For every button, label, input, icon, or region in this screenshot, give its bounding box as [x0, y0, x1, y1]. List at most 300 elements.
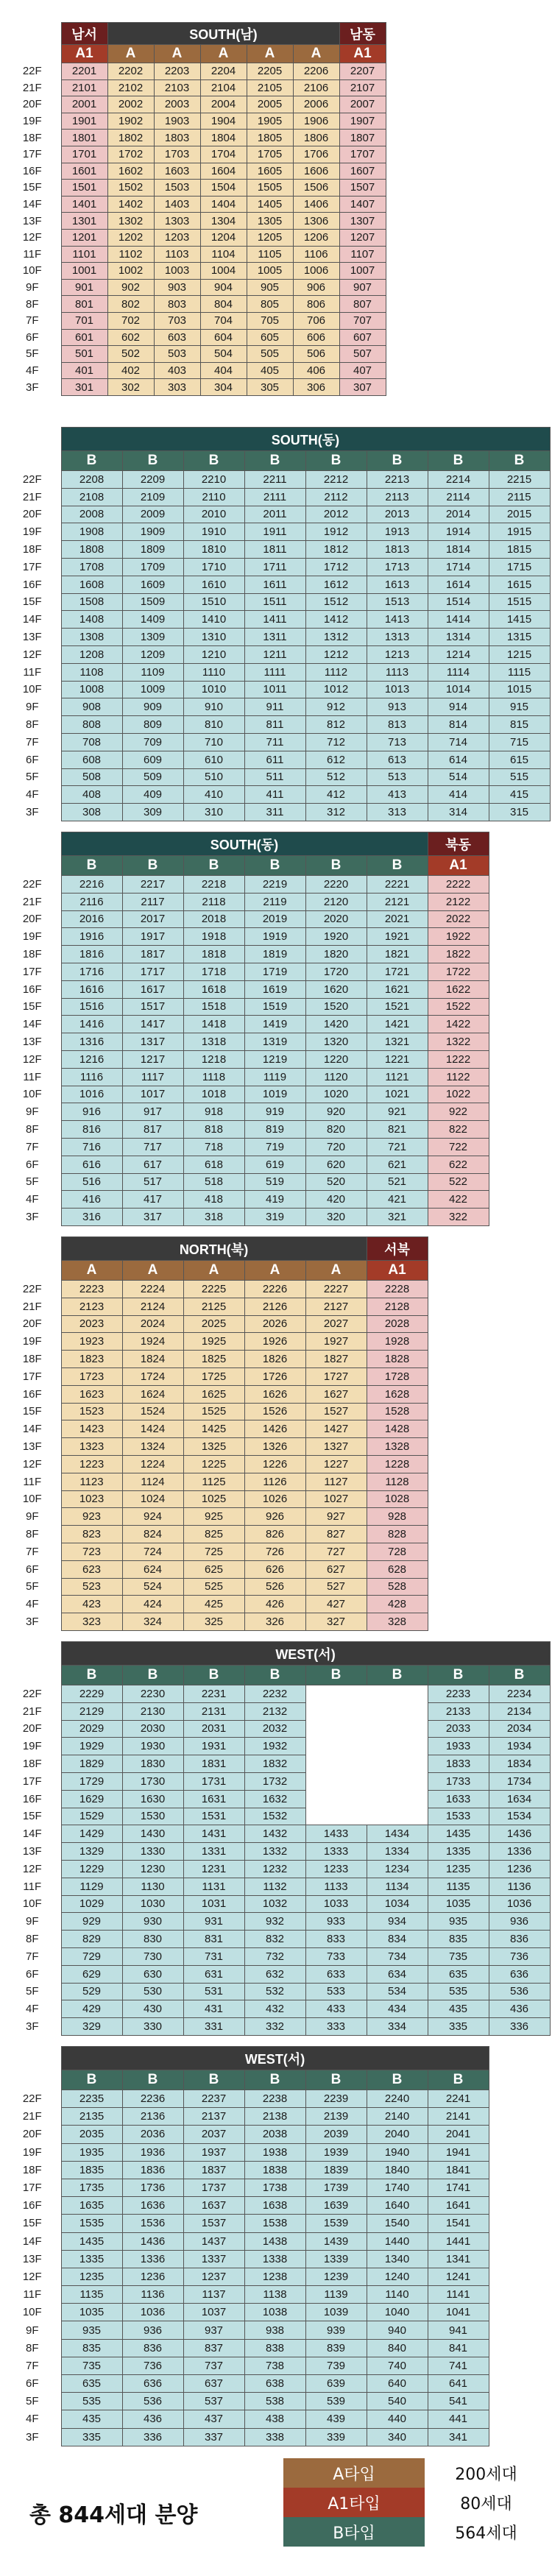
unit-number-cell: 713	[367, 733, 428, 751]
unit-number-cell: 1217	[122, 1050, 183, 1068]
corner-cell	[4, 2070, 61, 2090]
unit-number-cell: 1228	[367, 1455, 428, 1473]
floor-row	[4, 1878, 550, 1895]
unit-number-cell: 1905	[247, 113, 293, 130]
unit-number-cell: 639	[305, 2375, 367, 2393]
unit-type-header: A	[183, 1261, 244, 1281]
unit-number-cell: 2129	[61, 1702, 122, 1720]
unit-number-cell: 1117	[122, 1068, 183, 1086]
legend-count-a: 200세대	[455, 2465, 517, 2484]
unit-number-cell: 1320	[305, 1033, 367, 1051]
unit-type-header: B	[61, 1666, 122, 1685]
unit-number-cell: 520	[305, 1173, 367, 1191]
unit-number-cell: 1325	[183, 1438, 244, 1456]
floor-row	[4, 471, 550, 489]
unit-number-cell: 1128	[367, 1473, 428, 1490]
unit-number-cell: 1124	[122, 1473, 183, 1490]
floor-row	[4, 1403, 428, 1420]
floor-label: 21F	[4, 893, 61, 910]
unit-number-cell: 835	[428, 1931, 489, 1948]
unit-number-cell: 2202	[107, 63, 154, 80]
floor-row	[4, 1086, 489, 1103]
unit-number-cell: 1519	[244, 998, 305, 1016]
unit-number-cell: 2227	[305, 1281, 367, 1298]
unit-number-cell: 1522	[428, 998, 489, 1016]
unit-type-header: A1	[339, 45, 386, 63]
unit-number-cell: 1005	[247, 263, 293, 280]
floor-label: 8F	[4, 1526, 61, 1543]
floor-row	[4, 2000, 550, 2018]
unit-number-cell: 627	[305, 1560, 367, 1578]
unit-number-cell: 1421	[367, 1016, 428, 1033]
floor-row	[4, 1191, 489, 1209]
unit-number-cell: 1431	[183, 1825, 244, 1843]
unit-number-cell: 407	[339, 362, 386, 379]
unit-number-cell: 1832	[244, 1755, 305, 1773]
unit-number-cell: 641	[428, 2375, 489, 2393]
unit-number-cell: 2010	[183, 506, 244, 523]
floor-row	[4, 2108, 489, 2126]
unit-number-cell: 321	[367, 1209, 428, 1226]
unit-number-cell: 428	[367, 1596, 428, 1613]
unit-number-cell: 1512	[305, 593, 367, 611]
unit-number-cell: 2223	[61, 1281, 122, 1298]
unit-number-cell: 1725	[183, 1367, 244, 1385]
floor-row	[4, 2268, 489, 2285]
unit-number-cell: 2106	[293, 79, 339, 96]
floor-label: 12F	[4, 645, 61, 663]
unit-number-cell: 722	[428, 1138, 489, 1156]
unit-number-cell: 1216	[61, 1050, 122, 1068]
unit-number-cell: 406	[293, 362, 339, 379]
floor-row	[4, 2250, 489, 2268]
floor-row	[4, 1931, 550, 1948]
unit-number-cell: 1017	[122, 1086, 183, 1103]
unit-number-cell: 335	[428, 2018, 489, 2036]
empty-unit-cell	[305, 1772, 367, 1790]
unit-number-cell: 911	[244, 698, 305, 716]
floor-label: 19F	[4, 928, 61, 946]
unit-number-cell: 821	[367, 1121, 428, 1139]
unit-number-cell: 941	[428, 2321, 489, 2339]
unit-number-cell: 1401	[61, 196, 107, 213]
unit-number-cell: 2024	[122, 1315, 183, 1333]
unit-number-cell: 1708	[61, 558, 122, 576]
unit-section-table	[4, 427, 551, 821]
unit-number-cell: 640	[367, 2375, 428, 2393]
unit-type-header: B	[61, 2070, 122, 2090]
unit-number-cell: 1709	[122, 558, 183, 576]
floor-label: 16F	[4, 1385, 61, 1403]
unit-number-cell: 1223	[61, 1455, 122, 1473]
unit-number-cell: 2038	[244, 2126, 305, 2143]
unit-number-cell: 1628	[367, 1385, 428, 1403]
unit-number-cell: 1441	[428, 2232, 489, 2250]
unit-number-cell: 436	[122, 2410, 183, 2428]
floor-row	[4, 1808, 550, 1825]
unit-number-cell: 1306	[293, 213, 339, 230]
unit-number-cell: 1234	[367, 1860, 428, 1878]
unit-number-cell: 1502	[107, 180, 154, 197]
floor-row	[4, 1790, 550, 1808]
unit-number-cell: 1003	[154, 263, 200, 280]
unit-number-cell: 904	[200, 279, 247, 296]
unit-type-header: B	[122, 2070, 183, 2090]
unit-number-cell: 1931	[183, 1738, 244, 1755]
floor-label: 5F	[4, 2393, 61, 2410]
unit-number-cell: 2115	[489, 488, 550, 506]
unit-number-cell: 335	[61, 2428, 122, 2446]
unit-number-cell: 1227	[305, 1455, 367, 1473]
unit-number-cell: 612	[305, 751, 367, 768]
unit-number-cell: 2022	[428, 910, 489, 928]
unit-number-cell: 509	[122, 768, 183, 786]
unit-number-cell: 2118	[183, 893, 244, 910]
unit-number-cell: 921	[367, 1103, 428, 1121]
floor-label: 15F	[4, 2215, 61, 2232]
unit-number-cell: 2217	[122, 876, 183, 894]
unit-number-cell: 637	[183, 2375, 244, 2393]
floor-label: 10F	[4, 1490, 61, 1508]
unit-number-cell: 1313	[367, 629, 428, 646]
unit-number-cell: 2012	[305, 506, 367, 523]
corner-cell	[4, 428, 61, 451]
floor-row	[4, 196, 386, 213]
unit-number-cell: 914	[428, 698, 489, 716]
unit-number-cell: 430	[122, 2000, 183, 2018]
unit-number-cell: 1413	[367, 611, 428, 629]
unit-number-cell: 1240	[367, 2268, 428, 2285]
unit-number-cell: 733	[305, 1947, 367, 1965]
unit-number-cell: 1916	[61, 928, 122, 946]
unit-number-cell: 740	[367, 2357, 428, 2374]
unit-number-cell: 1517	[122, 998, 183, 1016]
unit-number-cell: 1935	[61, 2143, 122, 2161]
unit-number-cell: 926	[244, 1508, 305, 1526]
unit-number-cell: 922	[428, 1103, 489, 1121]
unit-number-cell: 611	[244, 751, 305, 768]
unit-number-cell: 1618	[183, 980, 244, 998]
unit-number-cell: 2125	[183, 1298, 244, 1315]
unit-number-cell: 1603	[154, 163, 200, 180]
floor-row	[4, 1016, 489, 1033]
floor-label: 16F	[4, 163, 61, 180]
unit-number-cell: 1827	[305, 1351, 367, 1368]
floor-row	[4, 1138, 489, 1156]
unit-number-cell: 2028	[367, 1315, 428, 1333]
unit-number-cell: 1429	[61, 1825, 122, 1843]
unit-number-cell: 1908	[61, 523, 122, 541]
unit-number-cell: 1632	[244, 1790, 305, 1808]
unit-number-cell: 827	[305, 1526, 367, 1543]
unit-number-cell: 928	[367, 1508, 428, 1526]
unit-number-cell: 1813	[367, 541, 428, 559]
unit-number-cell: 1012	[305, 681, 367, 698]
unit-number-cell: 808	[61, 716, 122, 734]
floor-row	[4, 645, 550, 663]
floor-label: 14F	[4, 1016, 61, 1033]
unit-number-cell: 2207	[339, 63, 386, 80]
unit-number-cell: 408	[61, 786, 122, 804]
unit-number-cell: 1205	[247, 229, 293, 246]
unit-type-row	[4, 451, 550, 471]
unit-number-cell: 2107	[339, 79, 386, 96]
unit-number-cell: 636	[489, 1965, 550, 1983]
unit-number-cell: 936	[489, 1913, 550, 1931]
unit-number-cell: 931	[183, 1913, 244, 1931]
unit-number-cell: 1901	[61, 113, 107, 130]
unit-number-cell: 815	[489, 716, 550, 734]
floor-label: 20F	[4, 1315, 61, 1333]
unit-number-cell: 2023	[61, 1315, 122, 1333]
unit-number-cell: 1740	[367, 2179, 428, 2196]
unit-number-cell: 1415	[489, 611, 550, 629]
unit-number-cell: 1221	[367, 1050, 428, 1068]
unit-number-cell: 1635	[61, 2197, 122, 2215]
unit-number-cell: 920	[305, 1103, 367, 1121]
unit-number-cell: 1523	[61, 1403, 122, 1420]
unit-number-cell: 1730	[122, 1772, 183, 1790]
unit-number-cell: 1824	[122, 1351, 183, 1368]
unit-number-cell: 1327	[305, 1438, 367, 1456]
unit-number-cell: 332	[244, 2018, 305, 2036]
unit-number-cell: 1025	[183, 1490, 244, 1508]
unit-number-cell: 718	[183, 1138, 244, 1156]
unit-type-row	[4, 1261, 428, 1281]
empty-unit-cell	[367, 1702, 428, 1720]
unit-number-cell: 2109	[122, 488, 183, 506]
unit-number-cell: 1530	[122, 1808, 183, 1825]
unit-number-cell: 1733	[428, 1772, 489, 1790]
unit-number-cell: 510	[183, 768, 244, 786]
unit-number-cell: 1403	[154, 196, 200, 213]
unit-number-cell: 1310	[183, 629, 244, 646]
floor-row	[4, 2375, 489, 2393]
floor-row	[4, 1050, 489, 1068]
unit-number-cell: 1236	[122, 2268, 183, 2285]
unit-number-cell: 715	[489, 733, 550, 751]
unit-number-cell: 825	[183, 1526, 244, 1543]
unit-number-cell: 319	[244, 1209, 305, 1226]
unit-number-cell: 1913	[367, 523, 428, 541]
floor-row	[4, 1596, 428, 1613]
unit-number-cell: 902	[107, 279, 154, 296]
unit-number-cell: 841	[428, 2339, 489, 2357]
legend-table	[283, 2458, 548, 2547]
floor-label: 14F	[4, 611, 61, 629]
unit-number-cell: 1513	[367, 593, 428, 611]
unit-number-cell: 1316	[61, 1033, 122, 1051]
unit-number-cell: 1804	[200, 130, 247, 146]
floor-row	[4, 1685, 550, 1703]
unit-number-cell: 336	[489, 2018, 550, 2036]
unit-number-cell: 1606	[293, 163, 339, 180]
unit-number-cell: 625	[183, 1560, 244, 1578]
unit-number-cell: 906	[293, 279, 339, 296]
unit-number-cell: 1607	[339, 163, 386, 180]
floor-label: 4F	[4, 2000, 61, 2018]
unit-number-cell: 1326	[244, 1438, 305, 1456]
unit-number-cell: 436	[489, 2000, 550, 2018]
unit-number-cell: 535	[428, 1983, 489, 2000]
unit-number-cell: 1034	[367, 1895, 428, 1913]
unit-type-header: A	[107, 45, 154, 63]
floor-row	[4, 1420, 428, 1438]
unit-number-cell: 2008	[61, 506, 122, 523]
floor-row	[4, 130, 386, 146]
unit-number-cell: 1309	[122, 629, 183, 646]
unit-number-cell: 1938	[244, 2143, 305, 2161]
unit-number-cell: 1211	[244, 645, 305, 663]
unit-number-cell: 1115	[489, 663, 550, 681]
unit-number-cell: 427	[305, 1596, 367, 1613]
floor-row	[4, 2090, 489, 2108]
unit-number-cell: 2029	[61, 1720, 122, 1738]
unit-number-cell: 1817	[122, 946, 183, 963]
unit-number-cell: 2130	[122, 1702, 183, 1720]
unit-number-cell: 1840	[367, 2161, 428, 2179]
unit-number-cell: 710	[183, 733, 244, 751]
unit-number-cell: 934	[367, 1913, 428, 1931]
floor-label: 22F	[4, 1281, 61, 1298]
unit-number-cell: 1419	[244, 1016, 305, 1033]
unit-number-cell: 835	[61, 2339, 122, 2357]
floor-row	[4, 1843, 550, 1861]
floor-label: 8F	[4, 1121, 61, 1139]
unit-number-cell: 419	[244, 1191, 305, 1209]
unit-number-cell: 1335	[61, 2250, 122, 2268]
floor-row	[4, 558, 550, 576]
unit-number-cell: 1023	[61, 1490, 122, 1508]
unit-number-cell: 702	[107, 312, 154, 329]
unit-number-cell: 310	[183, 804, 244, 821]
floor-label: 10F	[4, 1086, 61, 1103]
unit-type-header: A	[200, 45, 247, 63]
floor-label: 21F	[4, 1298, 61, 1315]
floor-label: 21F	[4, 488, 61, 506]
unit-number-cell: 1108	[61, 663, 122, 681]
unit-number-cell: 326	[244, 1613, 305, 1631]
unit-number-cell: 531	[183, 1983, 244, 2000]
floor-label: 22F	[4, 2090, 61, 2108]
unit-number-cell: 908	[61, 698, 122, 716]
unit-number-cell: 1114	[428, 663, 489, 681]
unit-number-cell: 1311	[244, 629, 305, 646]
unit-number-cell: 837	[183, 2339, 244, 2357]
floor-row	[4, 1578, 428, 1596]
unit-type-header: A	[61, 1261, 122, 1281]
unit-number-cell: 1538	[244, 2215, 305, 2232]
unit-number-cell: 1940	[367, 2143, 428, 2161]
unit-number-cell: 1812	[305, 541, 367, 559]
unit-number-cell: 434	[367, 2000, 428, 2018]
unit-number-cell: 1718	[183, 963, 244, 980]
unit-number-cell: 1121	[367, 1068, 428, 1086]
unit-number-cell: 318	[183, 1209, 244, 1226]
unit-number-cell: 1104	[200, 246, 247, 263]
unit-number-cell: 2228	[367, 1281, 428, 1298]
floor-row	[4, 946, 489, 963]
unit-number-cell: 503	[154, 346, 200, 363]
unit-type-header: B	[305, 2070, 367, 2090]
floor-label: 13F	[4, 629, 61, 646]
floor-label: 11F	[4, 1068, 61, 1086]
floor-row	[4, 180, 386, 197]
unit-number-cell: 826	[244, 1526, 305, 1543]
floor-row	[4, 263, 386, 280]
unit-number-cell: 322	[428, 1209, 489, 1226]
unit-number-cell: 1838	[244, 2161, 305, 2179]
unit-number-cell: 301	[61, 379, 107, 396]
unit-number-cell: 530	[122, 1983, 183, 2000]
unit-number-cell: 741	[428, 2357, 489, 2374]
corner-cell	[4, 1642, 61, 1666]
unit-number-cell: 1514	[428, 593, 489, 611]
unit-number-cell: 824	[122, 1526, 183, 1543]
floor-row	[4, 296, 386, 313]
floor-label: 5F	[4, 1578, 61, 1596]
floor-row	[4, 488, 550, 506]
unit-number-cell: 711	[244, 733, 305, 751]
unit-number-cell: 1024	[122, 1490, 183, 1508]
unit-number-cell: 307	[339, 379, 386, 396]
floor-row	[4, 1068, 489, 1086]
unit-number-cell: 604	[200, 329, 247, 346]
unit-number-cell: 337	[183, 2428, 244, 2446]
unit-number-cell: 420	[305, 1191, 367, 1209]
unit-number-cell: 309	[122, 804, 183, 821]
unit-type-header: B	[61, 856, 122, 876]
unit-number-cell: 935	[61, 2321, 122, 2339]
floor-label: 17F	[4, 2179, 61, 2196]
unit-number-cell: 1013	[367, 681, 428, 698]
unit-number-cell: 1736	[122, 2179, 183, 2196]
unit-number-cell: 801	[61, 296, 107, 313]
section-title: NORTH(북)	[61, 1237, 367, 1261]
floor-row	[4, 1298, 428, 1315]
floor-label: 4F	[4, 786, 61, 804]
unit-number-cell: 804	[200, 296, 247, 313]
unit-number-cell: 1241	[428, 2268, 489, 2285]
unit-number-cell: 1113	[367, 663, 428, 681]
unit-number-cell: 606	[293, 329, 339, 346]
unit-number-cell: 619	[244, 1156, 305, 1173]
unit-number-cell: 1809	[122, 541, 183, 559]
unit-number-cell: 1836	[122, 2161, 183, 2179]
unit-number-cell: 2230	[122, 1685, 183, 1703]
unit-number-cell: 2133	[428, 1702, 489, 1720]
unit-number-cell: 1624	[122, 1385, 183, 1403]
unit-number-cell: 1020	[305, 1086, 367, 1103]
unit-number-cell: 1735	[61, 2179, 122, 2196]
unit-number-cell: 833	[305, 1931, 367, 1948]
unit-number-cell: 525	[183, 1578, 244, 1596]
unit-number-cell: 1917	[122, 928, 183, 946]
floor-row	[4, 2321, 489, 2339]
unit-number-cell: 2114	[428, 488, 489, 506]
unit-number-cell: 1810	[183, 541, 244, 559]
unit-number-cell: 1335	[428, 1843, 489, 1861]
unit-number-cell: 1035	[428, 1895, 489, 1913]
unit-number-cell: 519	[244, 1173, 305, 1191]
unit-number-cell: 2034	[489, 1720, 550, 1738]
unit-number-cell: 2036	[122, 2126, 183, 2143]
unit-number-cell: 1009	[122, 681, 183, 698]
floor-label: 18F	[4, 946, 61, 963]
unit-number-cell: 2137	[183, 2108, 244, 2126]
unit-number-cell: 617	[122, 1156, 183, 1173]
unit-number-cell: 1739	[305, 2179, 367, 2196]
